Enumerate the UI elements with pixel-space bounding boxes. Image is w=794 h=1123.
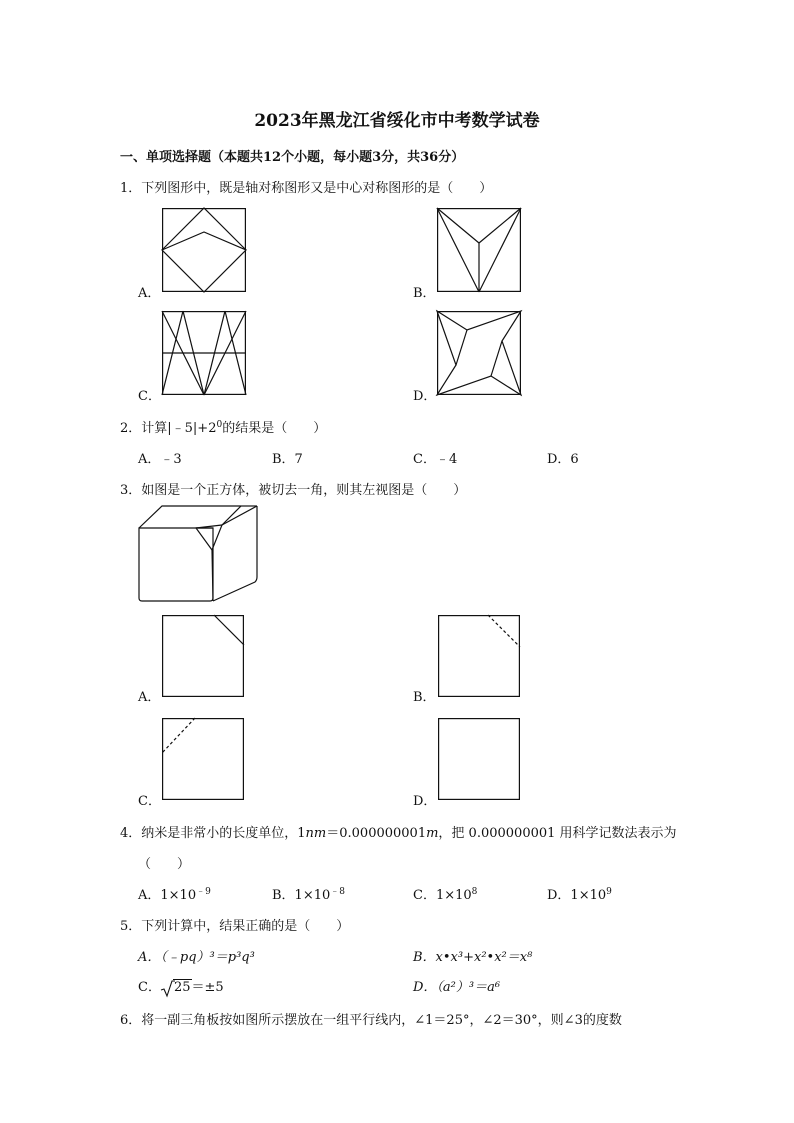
q2-option-b[interactable]: B．7 (272, 452, 303, 467)
q5-option-a[interactable]: A．（﹣pq）³＝p³q³ (138, 950, 255, 965)
q1-option-d-label[interactable]: D． (413, 389, 437, 404)
question-5-stem: 5．下列计算中，结果正确的是（ ） (120, 919, 350, 934)
q5-option-c[interactable]: C． 25＝±5 (138, 980, 224, 995)
q1-option-c-figure (162, 311, 246, 395)
q5-option-b[interactable]: B．x•x³+x²•x²＝x⁸ (413, 950, 533, 965)
question-6-stem: 6．将一副三角板按如图所示摆放在一组平行线内，∠1＝25°，∠2＝30°，则∠3的度数 (120, 1013, 622, 1028)
q1-option-a-label[interactable]: A． (138, 286, 161, 301)
q3-option-c-figure (162, 718, 244, 800)
q2-option-c[interactable]: C．﹣4 (413, 452, 458, 467)
q3-option-b-label[interactable]: B． (413, 690, 436, 705)
q4-option-b[interactable]: B．$1\times 10^{﹣8}$ (272, 887, 345, 903)
question-2-stem: 2．计算$|﹣5|+2^0$的结果是（ ） (120, 420, 327, 436)
q4-option-a[interactable]: A．$1\times 10^{﹣9}$ (138, 887, 211, 903)
q1-option-c-label[interactable]: C． (138, 389, 161, 404)
q2-option-d[interactable]: D．6 (547, 452, 579, 467)
sqrt-radical-icon: 25 (161, 980, 192, 995)
q1-option-b-label[interactable]: B． (413, 286, 436, 301)
q2-option-a[interactable]: A．﹣3 (138, 452, 182, 467)
q3-option-d-label[interactable]: D． (413, 794, 437, 809)
q5-option-d[interactable]: D．（a²）³＝a⁶ (413, 980, 501, 995)
q3-option-a-label[interactable]: A． (138, 690, 161, 705)
q3-cut-cube-figure (138, 505, 260, 603)
question-4-stem: 4．纳米是非常小的长度单位，1nm＝0.000000001m，把 0.000000001 用科学记数法表示为 (120, 826, 677, 841)
q4-option-c[interactable]: C．$1\times 10^8$ (413, 887, 478, 903)
q1-option-d-figure (437, 311, 521, 395)
q1-option-a-figure (162, 208, 246, 292)
q1-option-b-figure (437, 208, 521, 292)
q3-option-c-label[interactable]: C． (138, 794, 161, 809)
page-title: 2023年黑龙江省绥化市中考数学试卷 (254, 111, 540, 131)
question-4-stem-line2: （ ） (138, 857, 191, 872)
section-heading: 一、单项选择题（本题共12个小题，每小题3分，共36分） (120, 150, 465, 165)
q4-option-d[interactable]: D．$1\times 10^9$ (547, 887, 612, 903)
question-3-stem: 3．如图是一个正方体，被切去一角，则其左视图是（ ） (120, 483, 467, 498)
q3-option-a-figure (162, 615, 244, 697)
question-1-stem: 1．下列图形中，既是轴对称图形又是中心对称图形的是（ ） (120, 181, 493, 196)
q3-option-d-figure (438, 718, 520, 800)
q3-option-b-figure (438, 615, 520, 697)
